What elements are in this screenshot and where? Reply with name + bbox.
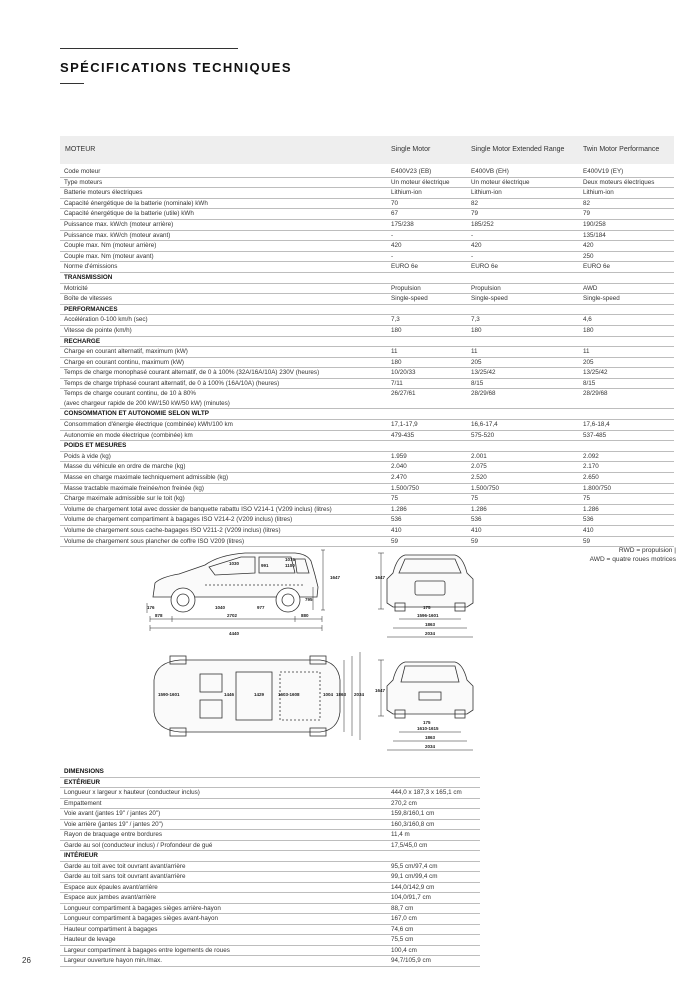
dimensions-row-label: Rayon de braquage entre bordures <box>60 830 387 841</box>
side-dim-legroom-front: 1040 <box>215 605 226 610</box>
spec-section-label: PERFORMANCES <box>60 304 674 315</box>
spec-value-single-motor: 67 <box>387 209 467 220</box>
dimensions-row <box>60 935 480 946</box>
spec-value-single-motor: Un moteur électrique <box>387 177 467 188</box>
dimensions-row-value: 11,4 m <box>387 830 480 841</box>
spec-section-row <box>60 336 674 347</box>
spec-row-label: Temps de charge triphasé courant alternatif, de 0 à 100% (16A/10A) (heures) <box>60 378 387 389</box>
spec-value-single-motor: 59 <box>387 536 467 547</box>
spec-value-twin-motor: 4,6 <box>579 315 674 326</box>
spec-value-twin-motor: EURO 6e <box>579 262 674 273</box>
spec-row-label: Temps de charge monophasé courant alternatif, de 0 à 100% (32A/16A/10A) 230V (heures) <box>60 368 387 379</box>
rear-dim-clearance: 175 <box>423 720 431 725</box>
spec-value-twin-motor: 2.092 <box>579 451 674 462</box>
spec-row-label: Accélération 0-100 km/h (sec) <box>60 315 387 326</box>
spec-row-label: Motricité <box>60 283 387 294</box>
title-underline <box>60 83 84 84</box>
spec-section-label: RECHARGE <box>60 336 674 347</box>
spec-row <box>60 389 674 409</box>
dimensions-row-label: Longueur x largeur x hauteur (conducteur inclus) <box>60 788 387 799</box>
dimensions-section-row <box>60 777 480 788</box>
spec-value-single-motor: 1.959 <box>387 451 467 462</box>
front-view-diagram <box>375 545 485 645</box>
spec-value-twin-motor: 180 <box>579 325 674 336</box>
spec-value-single-motor: 180 <box>387 357 467 368</box>
spec-row-label: Couple max. Nm (moteur avant) <box>60 251 387 262</box>
dimensions-row <box>60 798 480 809</box>
spec-value-extended-range: Lithium-ion <box>467 188 579 199</box>
spec-value-extended-range: 2.075 <box>467 462 579 473</box>
spec-row <box>60 378 674 389</box>
spec-row <box>60 241 674 252</box>
dimensions-row-value: 159,8/160,1 cm <box>387 809 480 820</box>
spec-value-extended-range: 185/252 <box>467 219 579 230</box>
dimensions-row-value: 74,6 cm <box>387 924 480 935</box>
dimensions-row-label: Hauteur de levage <box>60 935 387 946</box>
dimensions-row-label: Largeur compartiment à bagages entre logements de roues <box>60 945 387 956</box>
side-dim-overhang-front: 878 <box>155 613 163 618</box>
spec-row <box>60 230 674 241</box>
spec-value-extended-range: 79 <box>467 209 579 220</box>
spec-section-row <box>60 441 674 452</box>
top-dim-rear-seat: 1429 <box>254 692 265 697</box>
dimensions-row-label: Voie arrière (jantes 19" / jantes 20") <box>60 819 387 830</box>
dimensions-row <box>60 903 480 914</box>
spec-row <box>60 219 674 230</box>
dimensions-row-label: Espace aux épaules avant/arrière <box>60 882 387 893</box>
spec-value-twin-motor: 2.650 <box>579 473 674 484</box>
spec-value-extended-range: - <box>467 230 579 241</box>
front-dim-width-mirrors: 2034 <box>425 631 436 636</box>
spec-row <box>60 526 674 537</box>
spec-row-label: Masse tractable maximale freinée/non freinée (kg) <box>60 483 387 494</box>
top-dim-rear-shoulder: 1603-1608 <box>278 692 300 697</box>
side-dim-overhang-rear: 880 <box>301 613 309 618</box>
spec-value-single-motor: 75 <box>387 494 467 505</box>
spec-value-extended-range: Single-speed <box>467 294 579 305</box>
spec-row-label: Temps de charge courant continu, de 10 à 80% (avec chargeur rapide de 200 kW/150 kW/50 kW) (minutes) <box>60 389 387 409</box>
spec-value-extended-range: 2.520 <box>467 473 579 484</box>
spec-value-twin-motor: 75 <box>579 494 674 505</box>
spec-value-single-motor: 26/27/61 <box>387 389 467 409</box>
dimensions-row-label: Voie avant (jantes 19" / jantes 20") <box>60 809 387 820</box>
dimensions-row <box>60 956 480 967</box>
drive-note-rwd: RWD = propulsion | <box>618 547 676 554</box>
front-dim-width: 1863 <box>425 622 436 627</box>
dimensions-row-value: 444,0 x 187,3 x 165,1 cm <box>387 788 480 799</box>
spec-row-label: Couple max. Nm (moteur arrière) <box>60 241 387 252</box>
top-dim-front-shoulder: 1590-1601 <box>158 692 180 697</box>
spec-row-label: Masse du véhicule en ordre de marche (kg) <box>60 462 387 473</box>
dimensions-row <box>60 830 480 841</box>
dimensions-row-label: Espace aux jambes avant/arrière <box>60 893 387 904</box>
spec-row <box>60 357 674 368</box>
spec-section-label: CONSOMMATION ET AUTONOMIE SELON WLTP <box>60 409 674 420</box>
dimensions-section-row <box>60 767 480 777</box>
dimensions-row-label: Garde au toit sans toit ouvrant avant/arrière <box>60 872 387 883</box>
spec-value-twin-motor: 420 <box>579 241 674 252</box>
page-title: SPÉCIFICATIONS TECHNIQUES <box>60 60 292 75</box>
dimensions-row <box>60 861 480 872</box>
dimensions-row-value: 167,0 cm <box>387 914 480 925</box>
dimensions-section-row <box>60 851 480 862</box>
dimensions-row-value: 144,0/142,9 cm <box>387 882 480 893</box>
spec-value-single-motor: 479-435 <box>387 430 467 441</box>
dimensions-row <box>60 788 480 799</box>
side-dim-headroom-rear: 991 <box>261 563 269 568</box>
spec-row <box>60 368 674 379</box>
spec-row <box>60 177 674 188</box>
spec-value-extended-range: 82 <box>467 198 579 209</box>
spec-value-twin-motor: 1.800/750 <box>579 483 674 494</box>
side-dim-load-2: 1100 <box>285 563 295 568</box>
spec-row-label: Capacité énergétique de la batterie (nominale) kWh <box>60 198 387 209</box>
spec-row <box>60 167 674 177</box>
title-rule <box>60 48 238 49</box>
spec-value-extended-range: 2.001 <box>467 451 579 462</box>
spec-row-label: Capacité énergétique de la batterie (utile) kWh <box>60 209 387 220</box>
spec-value-extended-range: 536 <box>467 515 579 526</box>
dimensions-row-label: Garde au toit avec toit ouvrant avant/arrière <box>60 861 387 872</box>
spec-value-twin-motor: 1.286 <box>579 504 674 515</box>
spec-value-extended-range: 59 <box>467 536 579 547</box>
spec-value-twin-motor: 537-485 <box>579 430 674 441</box>
rear-dim-track: 1610-1615 <box>417 726 439 731</box>
dimensions-row-label: Longueur compartiment à bagages sièges avant-hayon <box>60 914 387 925</box>
dimensions-row <box>60 893 480 904</box>
spec-value-extended-range: 205 <box>467 357 579 368</box>
spec-row <box>60 283 674 294</box>
spec-value-twin-motor: 250 <box>579 251 674 262</box>
spec-value-single-motor: 2.470 <box>387 473 467 484</box>
spec-row-label: Consommation d'énergie électrique (combinée) kWh/100 km <box>60 420 387 431</box>
spec-value-single-motor: 7/11 <box>387 378 467 389</box>
rear-dim-width-mirrors: 2034 <box>425 744 436 749</box>
dimensions-row-value: 75,5 cm <box>387 935 480 946</box>
side-dim-clearance: 176 <box>147 605 155 610</box>
spec-value-single-motor: 17,1-17,9 <box>387 420 467 431</box>
spec-value-twin-motor: 135/184 <box>579 230 674 241</box>
spec-value-twin-motor: Single-speed <box>579 294 674 305</box>
dimensions-row-value: 88,7 cm <box>387 903 480 914</box>
top-dim-front-seat: 1446 <box>224 692 235 697</box>
top-view-diagram <box>140 650 372 745</box>
spec-value-extended-range: 75 <box>467 494 579 505</box>
spec-row <box>60 347 674 358</box>
spec-value-twin-motor: 205 <box>579 357 674 368</box>
spec-section-label: TRANSMISSION <box>60 272 674 283</box>
spec-value-twin-motor: 8/15 <box>579 378 674 389</box>
spec-row <box>60 504 674 515</box>
top-dim-width-mirrors: 2034 <box>354 692 365 697</box>
dimensions-row-label: Largeur ouverture hayon min./max. <box>60 956 387 967</box>
spec-row-label: Batterie moteurs électriques <box>60 188 387 199</box>
spec-value-single-motor: 70 <box>387 198 467 209</box>
spec-section-row <box>60 304 674 315</box>
dimensions-row-value: 17,5/45,0 cm <box>387 840 480 851</box>
spec-value-twin-motor: 59 <box>579 536 674 547</box>
drive-note-awd: AWD = quatre roues motrices <box>589 556 676 563</box>
spec-value-twin-motor: Lithium-ion <box>579 188 674 199</box>
dimensions-row <box>60 945 480 956</box>
spec-section-row <box>60 272 674 283</box>
front-dim-height: 1647 <box>375 575 386 580</box>
spec-value-twin-motor: 79 <box>579 209 674 220</box>
spec-row-label: Code moteur <box>60 167 387 177</box>
spec-row-label: Charge maximale admissible sur le toit (kg) <box>60 494 387 505</box>
spec-row <box>60 473 674 484</box>
dimensions-row <box>60 809 480 820</box>
spec-value-twin-motor: 536 <box>579 515 674 526</box>
dimensions-table <box>60 767 480 967</box>
spec-value-twin-motor: 82 <box>579 198 674 209</box>
spec-row-label: Volume de chargement total avec dossier de banquette rabattu ISO V214-1 (V209 inclus) (litres) <box>60 504 387 515</box>
spec-row-label: Poids à vide (kg) <box>60 451 387 462</box>
spec-value-twin-motor: Deux moteurs électriques <box>579 177 674 188</box>
front-dim-track: 1596-1601 <box>417 613 439 618</box>
spec-value-extended-range: Propulsion <box>467 283 579 294</box>
spec-row <box>60 315 674 326</box>
dimensions-row-label: Hauteur compartiment à bagages <box>60 924 387 935</box>
front-dim-clearance: 175 <box>423 605 431 610</box>
spec-value-single-motor: 420 <box>387 241 467 252</box>
header-col-twin-motor: Twin Motor Performance <box>583 146 660 153</box>
spec-value-twin-motor: 17,6-18,4 <box>579 420 674 431</box>
rear-view-diagram <box>375 652 485 757</box>
spec-row-label: Volume de chargement compartiment à bagages ISO V214-2 (V209 inclus) (litres) <box>60 515 387 526</box>
spec-row <box>60 294 674 305</box>
spec-row-label: Charge en courant alternatif, maximum (kW) <box>60 347 387 358</box>
spec-row-label: Volume de chargement sous cache-bagages ISO V211-2 (V209 inclus) (litres) <box>60 526 387 537</box>
page-number: 26 <box>22 956 31 965</box>
dimensions-row-label: Garde au sol (conducteur inclus) / Profondeur de gué <box>60 840 387 851</box>
spec-value-single-motor: Lithium-ion <box>387 188 467 199</box>
spec-value-extended-range: 16,6-17,4 <box>467 420 579 431</box>
spec-value-twin-motor: 13/25/42 <box>579 368 674 379</box>
spec-value-extended-range: E400VB (EH) <box>467 167 579 177</box>
spec-row <box>60 209 674 220</box>
spec-value-twin-motor: E400V19 (EY) <box>579 167 674 177</box>
spec-row <box>60 188 674 199</box>
spec-value-extended-range: - <box>467 251 579 262</box>
spec-value-single-motor: 410 <box>387 526 467 537</box>
spec-value-twin-motor: 28/29/68 <box>579 389 674 409</box>
spec-row <box>60 251 674 262</box>
dimensions-row-value: 95,5 cm/97,4 cm <box>387 861 480 872</box>
spec-row <box>60 515 674 526</box>
spec-value-extended-range: 1.500/750 <box>467 483 579 494</box>
spec-row <box>60 262 674 273</box>
spec-row <box>60 483 674 494</box>
dimensions-section-label: DIMENSIONS <box>60 767 480 777</box>
spec-row <box>60 325 674 336</box>
dimensions-row <box>60 840 480 851</box>
spec-value-single-motor: 7,3 <box>387 315 467 326</box>
side-dim-height: 1647 <box>330 575 341 580</box>
spec-value-extended-range: 1.286 <box>467 504 579 515</box>
top-dim-boot-width: 1004 <box>323 692 334 697</box>
spec-value-single-motor: 2.040 <box>387 462 467 473</box>
side-view-diagram <box>145 545 355 637</box>
spec-value-extended-range: 575-520 <box>467 430 579 441</box>
dimensions-row <box>60 882 480 893</box>
spec-row-label: Masse en charge maximale techniquement admissible (kg) <box>60 473 387 484</box>
spec-value-single-motor: 1.500/750 <box>387 483 467 494</box>
dimensions-row-value: 160,3/160,8 cm <box>387 819 480 830</box>
dimensions-row <box>60 924 480 935</box>
spec-value-extended-range: Un moteur électrique <box>467 177 579 188</box>
spec-value-extended-range: 11 <box>467 347 579 358</box>
spec-value-extended-range: 13/25/42 <box>467 368 579 379</box>
header-moteur: MOTEUR <box>65 146 96 153</box>
spec-value-extended-range: 180 <box>467 325 579 336</box>
spec-value-extended-range: 28/29/68 <box>467 389 579 409</box>
dimensions-row-value: 94,7/105,9 cm <box>387 956 480 967</box>
side-dim-legroom-rear: 977 <box>257 605 265 610</box>
spec-value-single-motor: 10/20/33 <box>387 368 467 379</box>
dimensions-row-label: Empattement <box>60 798 387 809</box>
dimensions-row-value: 104,0/91,7 cm <box>387 893 480 904</box>
drive-note <box>590 546 676 564</box>
spec-row <box>60 451 674 462</box>
spec-value-single-motor: 1.286 <box>387 504 467 515</box>
spec-row-label: Autonomie en mode électrique (combinée) km <box>60 430 387 441</box>
spec-value-single-motor: - <box>387 230 467 241</box>
spec-value-single-motor: 536 <box>387 515 467 526</box>
rear-dim-width: 1863 <box>425 735 436 740</box>
dimensions-section-label: INTÉRIEUR <box>60 851 480 862</box>
side-dim-boot: 795 <box>305 597 313 602</box>
side-dim-length: 4440 <box>229 631 240 636</box>
spec-value-extended-range: 420 <box>467 241 579 252</box>
top-dim-width: 1863 <box>336 692 347 697</box>
spec-value-single-motor: Single-speed <box>387 294 467 305</box>
spec-value-extended-range: 410 <box>467 526 579 537</box>
dimensions-row-value: 99,1 cm/99,4 cm <box>387 872 480 883</box>
spec-value-extended-range: 8/15 <box>467 378 579 389</box>
spec-table-header <box>60 136 674 164</box>
spec-row-label: Norme d'émissions <box>60 262 387 273</box>
dimensions-row <box>60 819 480 830</box>
dimensions-row <box>60 872 480 883</box>
spec-value-single-motor: 175/238 <box>387 219 467 230</box>
header-col-extended-range: Single Motor Extended Range <box>471 146 565 153</box>
spec-row-label: Charge en courant continu, maximum (kW) <box>60 357 387 368</box>
spec-value-extended-range: EURO 6e <box>467 262 579 273</box>
spec-row <box>60 198 674 209</box>
dimensions-row-value: 270,2 cm <box>387 798 480 809</box>
dimensions-section-label: EXTÉRIEUR <box>60 777 480 788</box>
spec-value-single-motor: 11 <box>387 347 467 358</box>
spec-value-twin-motor: AWD <box>579 283 674 294</box>
spec-value-single-motor: 180 <box>387 325 467 336</box>
spec-value-single-motor: E400V23 (EB) <box>387 167 467 177</box>
spec-value-twin-motor: 2.170 <box>579 462 674 473</box>
header-col-single-motor: Single Motor <box>391 146 431 153</box>
spec-row <box>60 420 674 431</box>
spec-value-twin-motor: 190/258 <box>579 219 674 230</box>
side-dim-headroom-front: 1030 <box>229 561 240 566</box>
spec-value-extended-range: 7,3 <box>467 315 579 326</box>
spec-value-twin-motor: 11 <box>579 347 674 358</box>
spec-row-label: Volume de chargement sous plancher de coffre ISO V209 (litres) <box>60 536 387 547</box>
spec-row-label: Puissance max. kW/ch (moteur arrière) <box>60 219 387 230</box>
spec-row <box>60 462 674 473</box>
side-dim-load-1: 1076 <box>285 557 296 562</box>
spec-value-single-motor: Propulsion <box>387 283 467 294</box>
side-dim-wheelbase: 2702 <box>227 613 238 618</box>
spec-value-twin-motor: 410 <box>579 526 674 537</box>
spec-row <box>60 494 674 505</box>
rear-dim-height: 1647 <box>375 688 386 693</box>
dimensions-row-label: Longueur compartiment à bagages sièges arrière-hayon <box>60 903 387 914</box>
spec-value-single-motor: - <box>387 251 467 262</box>
spec-row-label: Vitesse de pointe (km/h) <box>60 325 387 336</box>
spec-row <box>60 430 674 441</box>
spec-table <box>60 167 674 547</box>
spec-row-label: Boîte de vitesses <box>60 294 387 305</box>
spec-row-label: Type moteurs <box>60 177 387 188</box>
dimensions-row-value: 100,4 cm <box>387 945 480 956</box>
spec-section-row <box>60 409 674 420</box>
spec-row-label: Puissance max. kW/ch (moteur avant) <box>60 230 387 241</box>
dimensions-row <box>60 914 480 925</box>
spec-section-label: POIDS ET MESURES <box>60 441 674 452</box>
spec-value-single-motor: EURO 6e <box>387 262 467 273</box>
